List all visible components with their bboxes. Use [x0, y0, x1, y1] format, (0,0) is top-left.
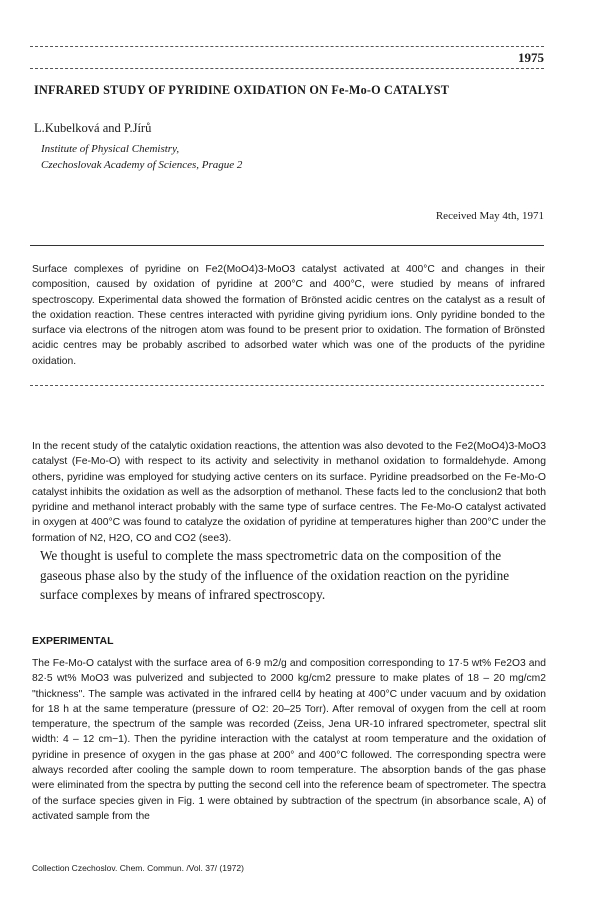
header-rule-lower — [30, 68, 544, 69]
intro-text: In the recent study of the catalytic oxidation reactions, the attention was also devoted to the Fe2(MoO4)3-MoO3 catalyst (Fe-Mo-O) with respect to its activity and selectivity in methanol oxidation to formaldehyde. Among others, pyridine was employed for studying active centers on its surface. Pyridine preadsorbed on the Fe-Mo-O catalyst inhibits the oxidation as well as the adsorption of methanol. These facts led to the conclusion2 that both pyridine and methanol interact probably with the same type of surface centres. The Fe-Mo-O catalyst activated in oxygen at 400°C was found to catalyze the oxidation of pyridine at temperatures higher than 200°C under the formation of N2, H2O, CO and CO2 (see3). — [32, 441, 546, 544]
large-paragraph-text: We thought is useful to complete the mass spectrometric data on the composition of the gaseous phase also by the study of the influence of the oxidation reaction on the pyridine surface complexes by means of infrared spectroscopy. — [40, 548, 510, 602]
experimental-text: The Fe-Mo-O catalyst with the surface area of 6·9 m2/g and composition corresponding to 17·5 wt% Fe2O3 and 82·5 wt% MoO3 was pulverized and subjected to 2000 kg/cm2 pressure to make plates of 18 – 20 mg/cm2 "thickness". The sample was activated in the infrared cell4 by heating at 400°C under vacuum and by oxidation for 18 h at the same temperature (pressure of O2: 20–25 Torr). After removal of oxygen from the cell at room temperature, the spectrum of the sample was recorded (Zeiss, Jena UR-10 infrared spectrometer, spectral slit width: 4 – 12 cm−1). Then the pyridine interaction with the catalyst at room temperature and the oxidation of pyridine in presence of oxygen in the gas phase at 200° and 400°C followed. The corresponding spectra were always recorded after cooling the sample down to room temperature. The absorption bands of the gas phase were eliminated from the spectra by putting the second cell into the reference beam of spectrometer. The spectra of the surface species given in Fig. 1 were obtained by subtraction of the spectrum (in absorbance scale, A) of activated sample from the — [32, 658, 546, 822]
article-title: INFRARED STUDY OF PYRIDINE OXIDATION ON Fe-Mo-O CATALYST — [34, 83, 450, 97]
affiliation-line-1: Institute of Physical Chemistry, — [41, 143, 180, 155]
introduction-paragraph — [32, 439, 546, 546]
received-date: Received May 4th, 1971 — [435, 210, 544, 222]
header-rule — [30, 46, 544, 47]
abstract-bottom-rule — [30, 385, 544, 386]
experimental-paragraph — [32, 656, 546, 824]
affiliation-line-2: Czechoslovak Academy of Sciences, Prague 2 — [41, 159, 243, 171]
page-number: 1975 — [518, 50, 544, 65]
abstract — [32, 262, 545, 369]
section-heading: EXPERIMENTAL — [32, 635, 114, 647]
abstract-top-rule — [30, 245, 544, 246]
large-type-paragraph — [40, 546, 540, 605]
authors: L.Kubelková and P.Jírů — [34, 121, 152, 135]
journal-footer: Collection Czechoslov. Chem. Commun. /Vol. 37/ (1972) — [32, 863, 244, 873]
abstract-text: Surface complexes of pyridine on Fe2(MoO4)3-MoO3 catalyst activated at 400°C and changes in their composition, caused by oxidation of pyridine at 200°C and 400°C, were studied by means of infrared spectroscopy. Experimental data showed the formation of Brönsted acidic centres on the catalyst as a result of the oxidation reaction. These centres interacted with pyridine giving pyridium ions. Only pyridine bonded to the surface via electrons of the nitrogen atom was found to be present prior to oxidation. The formation of Brönsted acidic centres may be probably ascribed to adsorbed water which was one of the products of the pyridine oxidation. — [32, 264, 545, 367]
